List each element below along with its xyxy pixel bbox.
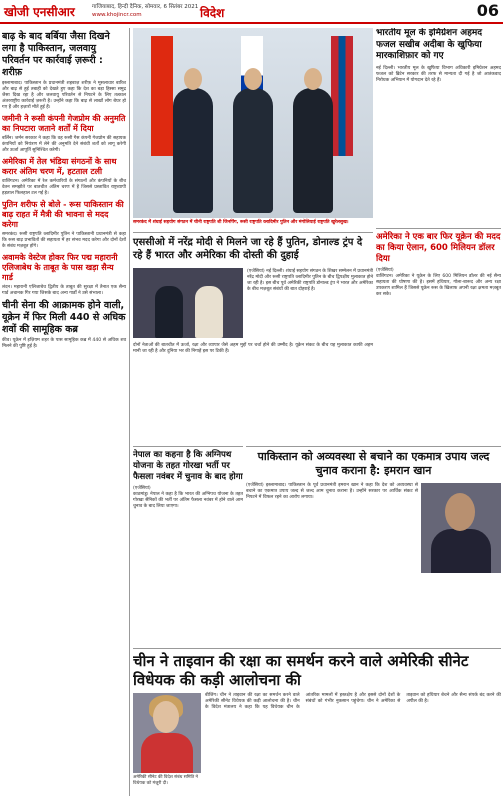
left-headline-3: अमेरिका में तेल भंडिया संगठनों के साथ करार अंतिम चरण में, हटताल टली bbox=[2, 157, 117, 176]
china-flag bbox=[151, 36, 173, 156]
senator-caption: अमेरिकी सीनेट की विदेश संबंध समिति ने विधेयक को मंज़ूरी दी। bbox=[133, 775, 198, 786]
nepal-headline: नेपाल का कहना है कि अग्निपथ योजना के तहत गोरखा भर्ती पर फैसला नवंबर में चुनाव के बाद होगा bbox=[133, 450, 243, 482]
left-text-5: लंदन। महारानी एलिजाबेथ द्वितीय के ताबूत की सुरक्षा में तैनात एक सैन्य गार्ड अचानक गिर गया जिसके बाद अन्य गार्डों ने उसे संभाला। bbox=[2, 285, 126, 296]
mongolia-flag bbox=[331, 36, 353, 156]
section-title: विदेश bbox=[200, 6, 225, 20]
right-top-text: नई दिल्ली। भारतीय मूल के खुफिया विभाग अधिकारी इमिग्रेशन अहमद फजल को ब्रिटेन सरकार की तरफ से मान्यता दी गई है जो आतंकवाद निरोधक अभियान में योगदान देते रहे हैं। bbox=[376, 65, 501, 83]
imran-face bbox=[445, 493, 475, 531]
left-headline-1: बाढ़ के बाद बर्बिया जैसा दिखने लगा है पाकिस्तान, जलवायु परिवर्तन पर कार्रवाई ज़रूरी : शरीफ़ bbox=[2, 31, 110, 78]
china-headline: चीन ने ताइवान की रक्षा का समर्थन करने वाले अमेरिकी सीनेट विधेयक की कड़ी आलोचना की bbox=[133, 652, 469, 689]
us-ukraine-headline: अमेरिका ने एक बार फिर यूक्रेन की मदद का किया ऐलान, 600 मिलियन डॉलर दिया bbox=[376, 232, 501, 264]
dateline-text: गाजियाबाद, हिन्दी दैनिक, सोमवार, 6 सितंबर 2021 bbox=[92, 4, 199, 10]
photo-caption: समरकंद में शंघाई सहयोग संगठन में चीनी राष्ट्रपति शी जिनपिंग, रूसी राष्ट्रपति व्लादिमीर पुतिन और मंगोलियाई राष्ट्रपति खुरेलसुख। bbox=[133, 220, 349, 225]
right-top-story bbox=[376, 28, 501, 223]
person-left-head bbox=[184, 68, 202, 90]
left-column bbox=[2, 28, 130, 796]
modi-trump-story bbox=[133, 232, 373, 444]
person-right-head bbox=[304, 68, 322, 90]
left-text-4: समरकंद। रूसी राष्ट्रपति व्लादिमीर पुतिन ने पाकिस्तानी प्रधानमंत्री से कहा कि रूस बाढ़ प्रभावितों की सहायता में हर संभव मदद करेगा और दोनों देशों के संबंध मज़बूत होंगे। bbox=[2, 232, 126, 249]
left-headline-6: चीनी सेना की आक्रामक होने वाली, यूक्रेन में फिर मिली 440 से अधिक शवों की सामूहिक कब्र bbox=[2, 300, 126, 335]
trump-modi-photo bbox=[133, 268, 243, 338]
senator-face bbox=[153, 701, 179, 733]
masthead bbox=[0, 0, 503, 24]
china-text: बीजिंग। चीन ने ताइवान की रक्षा का समर्थन करने वाले अमेरिकी सीनेट विधेयक की कड़ी आलोचना की है। चीन के विदेश मंत्रालय ने कहा कि यह विधेयक चीन के आंतरिक मामलों में हस्तक्षेप है और इससे दोनों देशों के संबंधों को गंभीर नुकसान पहुंचेगा। चीन ने अमेरिका से ताइवान को हथियार बेचने और सैन्य संपर्क बंद करने की अपील की है। bbox=[205, 693, 501, 710]
left-headline-5: अवामके वेस्टेज होकर फिर पद्म महारानी एलिजाबेथ के ताबूत के पास खड़ा सैन्य गार्ड bbox=[2, 253, 118, 282]
senator-photo bbox=[133, 693, 201, 773]
left-headline-2: जमीनी ने रूसी कंपनी गेजप्रोम की अनुमति का निपटारा जताने शर्तों में दिया bbox=[2, 114, 126, 133]
person-center-head bbox=[244, 68, 262, 90]
pakistan-byline: (एजेंसियां) bbox=[246, 483, 264, 488]
left-text-6: कीव। यूक्रेन में इज़ियम शहर के पास सामूहिक कब्र में 440 से अधिक शव मिलने की पुष्टि हुई है। bbox=[2, 338, 126, 349]
pakistan-headline: पाकिस्तान को अव्यवस्था से बचाने का एकमात्र उपाय जल्द चुनाव कराना है: इमरान खान bbox=[257, 450, 490, 477]
us-ukraine-story bbox=[376, 228, 501, 448]
imran-body bbox=[431, 529, 491, 573]
left-text-2: बर्लिन। जर्मन सरकार ने कहा कि वह रूसी गैस कंपनी गेजप्रोम की सहायक कंपनियों को नियंत्रण में लेने की अनुमति देने संबंधी शर्तों को लागू करेगी और ऊर्जा आपूर्ति सुनिश्चित करेगी। bbox=[2, 136, 126, 153]
modi-trump-text-2: दोनों नेताओं की बातचीत में ऊर्जा, रक्षा और व्यापार जैसे अहम मुद्दों पर चर्चा होने की उम्मीद है। यूक्रेन संकट के बीच यह मुलाकात काफी अहम मानी जा रही है और दुनिया भर की निगाहें इस पर टिकी हैं। bbox=[133, 343, 373, 354]
nepal-byline: (एजेंसियां) bbox=[133, 486, 151, 491]
person-left bbox=[173, 88, 213, 213]
left-text-3: वाशिंगटन। अमेरिका में रेल कर्मचारियों के संगठनों और कंपनियों के बीच वेतन समझौते पर बातचीत अंतिम चरण में है जिससे प्रस्तावित राष्ट्रव्यापी हड़ताल फिलहाल टल गई है। bbox=[2, 179, 126, 196]
pakistan-story bbox=[246, 446, 501, 646]
pakistan-body: इस्लामाबाद। पाकिस्तान के पूर्व प्रधानमंत्री इमरान खान ने कहा कि देश को अव्यवस्था से बचाने का एकमात्र उपाय जल्द से जल्द आम चुनाव कराना है। उन्होंने सरकार पर आर्थिक संकट से निपटने में विफल रहने का आरोप लगाया। bbox=[246, 483, 418, 500]
modi-figure bbox=[195, 286, 223, 338]
modi-trump-text-1 bbox=[247, 269, 373, 293]
person-right bbox=[293, 88, 333, 213]
us-ukraine-byline: (एजेंसियां) bbox=[376, 268, 394, 273]
modi-trump-byline: (एजेंसियां) bbox=[247, 269, 265, 274]
left-headline-4: पुतिन शरीफ से बोले - रूस पाकिस्तान की बाढ़ राहत में मैत्री की भावना से मदद करेगा bbox=[2, 200, 124, 229]
page-number: 06 bbox=[476, 1, 499, 20]
person-center bbox=[233, 88, 273, 213]
senator-body bbox=[141, 733, 193, 773]
china-taiwan-story bbox=[133, 648, 501, 798]
modi-trump-headline: एससीओ में नरेंद्र मोदी से मिलने जा रहे हैं पुतिन, डोनाल्ड ट्रंप दे रहे हैं भारत और अमेरिका की दोस्ती की दुहाई bbox=[133, 237, 363, 261]
left-text-1: इस्लामाबाद। पाकिस्तान के प्रधानमंत्री शहबाज़ शरीफ़ ने मूसलाधार बारिश और बाढ़ से हुई तबाही को देखते हुए कहा कि देश का बड़ा हिस्सा समुद्र जैसा दिख रहा है और जलवायु परिवर्तन से निपटने के लिए तत्काल अंतरराष्ट्रीय कार्रवाई ज़रूरी है। उन्होंने कहा कि बाढ़ से लाखों लोग बेघर हो गए हैं और हज़ारों मौतें हुई हैं। bbox=[2, 81, 126, 110]
sco-leaders-photo bbox=[133, 28, 373, 218]
nepal-story bbox=[133, 446, 243, 646]
us-ukraine-text: वाशिंगटन। अमेरिका ने यूक्रेन के लिए 600 मिलियन डॉलर की नई सैन्य सहायता की घोषणा की है। इसमें हथियार, गोला-बारूद और अन्य रक्षा उपकरण शामिल हैं जिससे यूक्रेन रूस के खिलाफ अपनी रक्षा क्षमता मज़बूत कर सके। bbox=[376, 274, 501, 297]
newspaper-logo: खोजी एनसीआर bbox=[4, 5, 75, 19]
pakistan-text bbox=[246, 483, 418, 501]
dateline-subline: www.khojincr.com bbox=[92, 12, 142, 18]
right-top-headline: भारतीय मूल के इमिग्रेशन अहमद फजल सखीब अदीबा के खुफिया मारकाशिफ़ार को गए bbox=[376, 28, 483, 61]
modi-trump-body-1: नई दिल्ली। शंघाई सहयोग संगठन के शिखर सम्मेलन में प्रधानमंत्री नरेंद्र मोदी और रूसी राष्ट्रपति व्लादिमीर पुतिन के बीच द्विपक्षीय मुलाकात होने जा रही है। इस बीच पूर्व अमेरिकी राष्ट्रपति डोनाल्ड ट्रंप ने भारत और अमेरिका के बीच मज़बूत संबंधों की बात दोहराई है। bbox=[247, 269, 373, 292]
trump-figure bbox=[155, 286, 183, 338]
imran-khan-photo bbox=[421, 483, 501, 573]
nepal-text: काठमांडू। नेपाल ने कहा है कि भारत की अग्निपथ योजना के तहत गोरखा सैनिकों की भर्ती पर अंतिम फैसला नवंबर में होने वाले आम चुनाव के बाद लिया जाएगा। bbox=[133, 492, 243, 509]
